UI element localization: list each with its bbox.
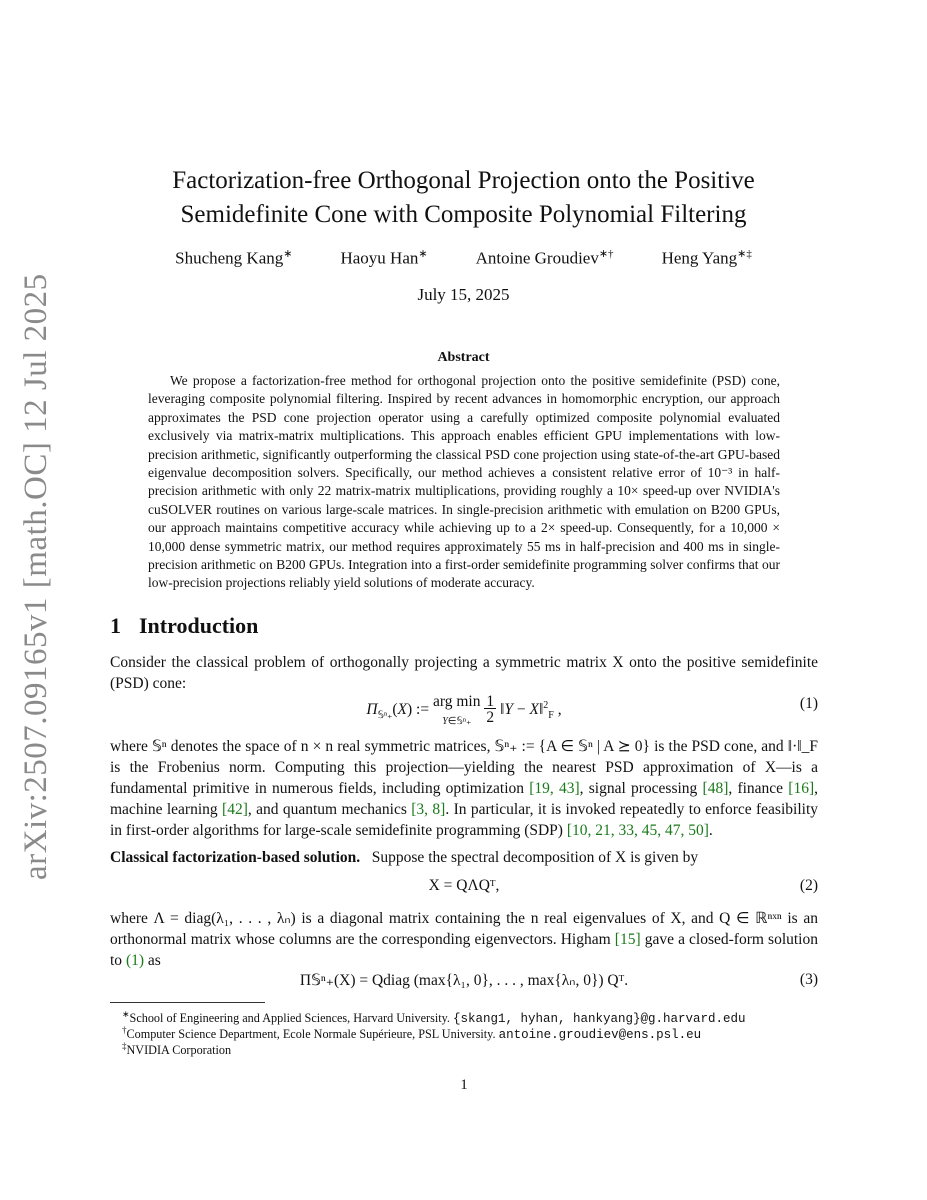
equation-1 xyxy=(110,693,818,729)
equation-2 xyxy=(110,877,818,899)
author: Shucheng Kang∗ xyxy=(175,248,293,268)
email-address: {skang1, hyhan, hankyang}@g.harvard.edu xyxy=(453,1012,746,1027)
page-number: 1 xyxy=(460,1077,468,1093)
equation-3 xyxy=(110,971,818,993)
footnote-divider xyxy=(110,1002,265,1003)
section-title: Introduction xyxy=(139,613,259,638)
author: Heng Yang∗‡ xyxy=(661,248,752,268)
paper-title xyxy=(110,164,817,232)
arxiv-sidebar-stamp: arXiv:2507.09165v1 [math.OC] 12 Jul 2025 xyxy=(18,273,54,880)
equation-3-number: (3) xyxy=(799,971,818,988)
citation-link[interactable]: [42] xyxy=(222,801,248,818)
citation-link[interactable]: [19, 43] xyxy=(529,780,580,797)
author-list xyxy=(110,247,817,269)
equation-reference-link[interactable]: (1) xyxy=(125,952,145,969)
publication-date: July 15, 2025 xyxy=(417,285,510,304)
abstract-heading: Abstract xyxy=(437,350,490,365)
intro-paragraph-2: where 𝕊ⁿ denotes the space of n × n real symmetric matrices, 𝕊ⁿ₊ := {A ∈ 𝕊ⁿ | A ⪰ 0} is the PSD cone, and ‖·‖_F is the Frobenius norm. Computing this projection—yielding the nearest PSD approximation of X—is a fundamental primitive in numerous fields, including optimization [19, 43], signal processing [48], finance [16], machine learning [42], and quantum mechanics [3, 8]. In particular, it is invoked repeatedly to enforce feasibility in first-order algorithms for large-scale semidefinite programming (SDP) [10, 21, 33, 45, 47, 50]. xyxy=(110,738,818,839)
section-number: 1 xyxy=(110,613,121,638)
title-line-1: Factorization-free Orthogonal Projection onto the Positive xyxy=(172,167,755,194)
equation-3-body: Π𝕊ⁿ₊(X) = Qdiag (max{λ₁, 0}, . . . , max{λₙ, 0}) Qᵀ. xyxy=(299,972,629,989)
intro-paragraph-1: Consider the classical problem of orthogonally projecting a symmetric matrix X onto the positive semidefinite (PSD) cone: xyxy=(110,654,818,692)
author: Haoyu Han∗ xyxy=(340,248,428,268)
paragraph-heading: Classical factorization-based solution. xyxy=(110,849,361,866)
title-line-2: Semidefinite Cone with Composite Polynomial Filtering xyxy=(180,201,747,228)
equation-2-body: X = QΛQᵀ, xyxy=(428,877,500,894)
equation-1-body: $\Pi_{𝕊^n_+}(X)$ := arg min Y∈𝕊ⁿ₊ 1 2 ‖Y − X‖$^2_F$ , xyxy=(366,693,562,727)
equation-1-number: (1) xyxy=(799,695,818,712)
citation-link[interactable]: [15] xyxy=(614,931,641,948)
email-address: antoine.groudiev@ens.psl.eu xyxy=(498,1028,702,1043)
citation-link[interactable]: [16] xyxy=(788,780,815,797)
citation-link[interactable]: [3, 8] xyxy=(411,801,446,818)
citation-link[interactable]: [10, 21, 33, 45, 47, 50] xyxy=(566,822,709,839)
paragraph-3: where Λ = diag(λ₁, . . . , λₙ) is a diagonal matrix containing the n real eigenvalues of X, and Q ∈ ℝⁿˣⁿ is an orthonormal matrix whose columns are the corresponding eigenvectors. Higham [15] gave a closed-form solution to (1) as xyxy=(110,910,818,969)
footnote-1: ∗School of Engineering and Applied Sciences, Harvard University. {skang1, hyhan, hankyang}@g.harvard.edu xyxy=(122,1009,746,1027)
paragraph-classical: Classical factorization-based solution. Suppose the spectral decomposition of X is given by xyxy=(110,849,699,866)
footnote-3: ‡NVIDIA Corporation xyxy=(122,1041,232,1058)
citation-link[interactable]: [48] xyxy=(702,780,729,797)
footnote-2: †Computer Science Department, Ecole Normale Supérieure, PSL University. antoine.groudiev@ens.psl.eu xyxy=(122,1025,702,1043)
section-heading xyxy=(110,613,258,639)
author: Antoine Groudiev∗† xyxy=(475,248,614,268)
equation-2-number: (2) xyxy=(799,877,818,894)
abstract-text: We propose a factorization-free method for orthogonal projection onto the positive semidefinite (PSD) cone, leveraging composite polynomial filtering. Inspired by recent advances in homomorphic encryption, our approach approximates the PSD cone projection operator using a carefully optimized composite polynomial evaluated exclusively via matrix-matrix multiplications. This approach enables efficient GPU implementations with low-precision arithmetic, significantly outperforming the classical PSD cone projection using state-of-the-art GPU-based eigenvalue decomposition solvers. Specifically, our method achieves a consistent relative error of 10⁻³ in half-precision arithmetic with only 22 matrix-matrix multiplications, providing roughly a 10× speed-up over NVIDIA's cuSOLVER routines on various large-scale matrices. In single-precision arithmetic with emulation on B200 GPUs, our approach maintains competitive accuracy while achieving up to a 2× speed-up. Consequently, for a 10,000 × 10,000 dense symmetric matrix, our method requires approximately 55 ms in half-precision and 400 ms in single-precision arithmetic on B200 GPUs. Integration into a first-order semidefinite programming solver confirms that our low-precision projections reliably yield solutions of moderate accuracy. xyxy=(148,373,780,591)
